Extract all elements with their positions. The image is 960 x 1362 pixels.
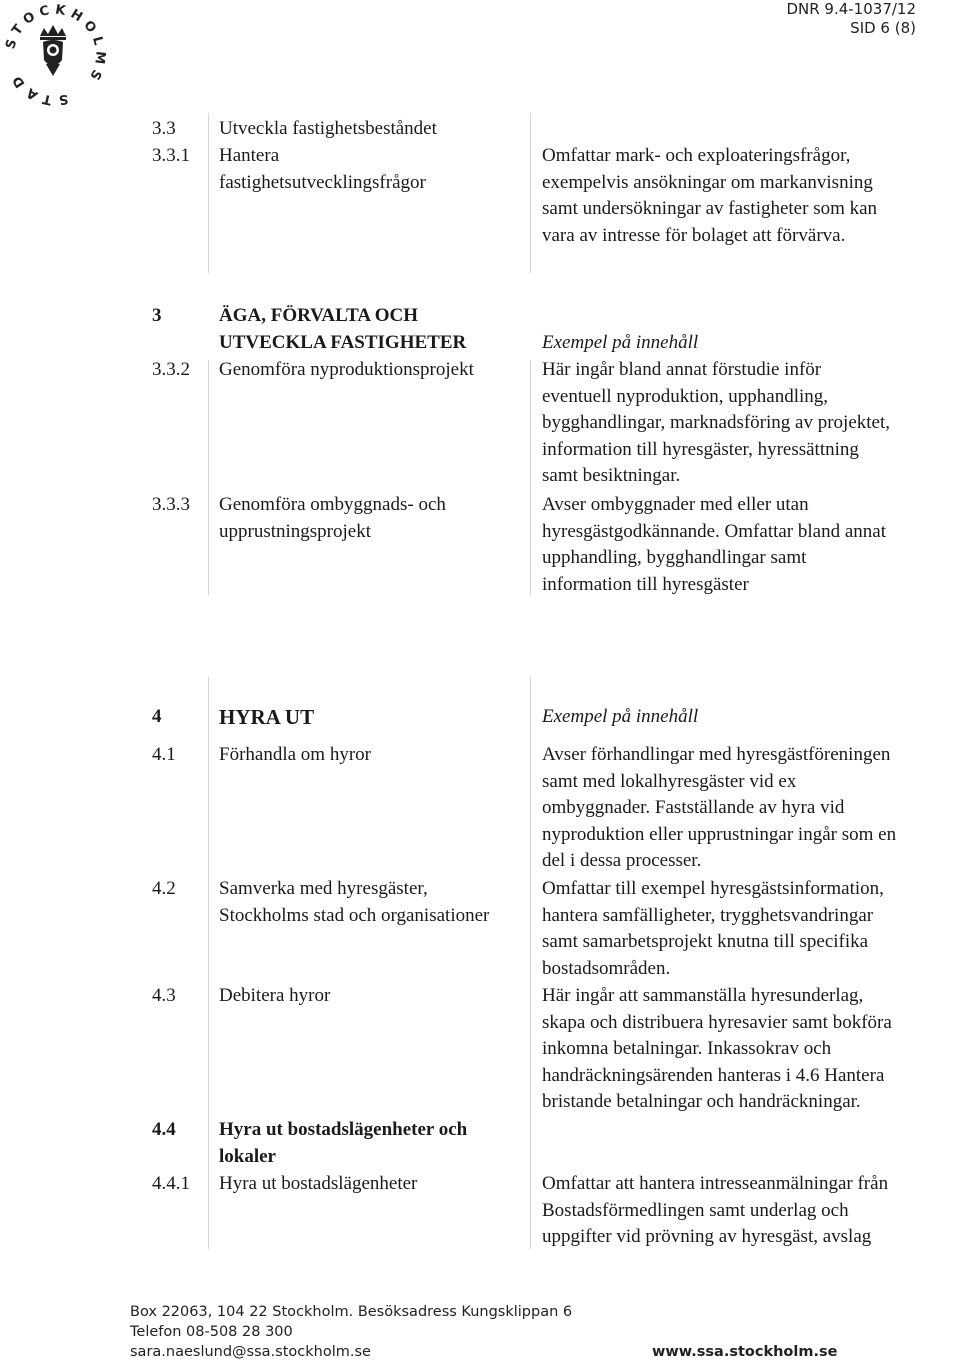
svg-text:STAD: STAD <box>6 68 70 108</box>
example-heading: Exempel på innehåll <box>542 706 699 727</box>
section-number: 4.3 <box>152 985 176 1006</box>
section-label: Genomföra ombyggnads- och upprustningsprojekt <box>219 494 446 542</box>
section-label: Förhandla om hyror <box>219 744 371 765</box>
section-description: Här ingår att sammanställa hyresunderlag, skapa och distribuera hyresavier samt bokföra inkomna betalningar. Inkassokrav och handräckningsärenden hanteras i 4.6 Hantera bristande betalningar och handräckningar. <box>542 985 892 1112</box>
section-number: 3.3.3 <box>152 494 190 515</box>
column-divider <box>530 677 531 1249</box>
column-divider <box>208 113 209 273</box>
section-title: Utveckla fastighetsbeståndet <box>219 118 437 139</box>
column-divider <box>530 360 531 595</box>
footer-website[interactable]: www.ssa.stockholm.se <box>652 1344 838 1360</box>
chapter-number: 4 <box>152 706 162 727</box>
section-number: 3.3.2 <box>152 359 190 380</box>
chapter-title: ÄGA, FÖRVALTA OCH UTVECKLA FASTIGHETER <box>219 305 467 353</box>
chapter-number: 3 <box>152 305 162 326</box>
footer-address: Box 22063, 104 22 Stockholm. Besöksadress Kungsklippan 6 <box>130 1304 573 1320</box>
section-description: Här ingår bland annat förstudie inför eventuell nyproduktion, upphandling, bygghandlingar, marknadsföring av projektet, information till hyresgäster, hyressättning samt besiktningar. <box>542 359 891 486</box>
section-label: Samverka med hyresgäster, Stockholms stad och organisationer <box>219 878 490 926</box>
section-number: 4.1 <box>152 744 176 765</box>
svg-text:STOCKHOLMS: STOCKHOLMS <box>3 2 108 87</box>
section-number: 4.4 <box>152 1119 176 1140</box>
footer-phone: Telefon 08-508 28 300 <box>130 1324 293 1340</box>
section-description: Avser ombyggnader med eller utan hyresgästgodkännande. Omfattar bland annat upphandling, bygghandlingar samt information till hyresgäster <box>542 494 886 595</box>
section-number: 4.2 <box>152 878 176 899</box>
example-heading: Exempel på innehåll <box>542 332 699 353</box>
column-divider <box>530 113 531 273</box>
section-label: Debitera hyror <box>219 985 331 1006</box>
column-divider <box>208 360 209 595</box>
section-number: 3.3 <box>152 118 176 139</box>
footer-email[interactable]: sara.naeslund@ssa.stockholm.se <box>130 1344 371 1360</box>
page-number: SID 6 (8) <box>850 19 916 37</box>
stockholms-stad-logo <box>0 0 110 110</box>
document-number: DNR 9.4-1037/12 <box>786 0 916 18</box>
document-header <box>786 0 916 38</box>
section-label: Genomföra nyproduktionsprojekt <box>219 359 474 380</box>
column-divider <box>208 677 209 1249</box>
section-title: Hyra ut bostadslägenheter och lokaler <box>219 1119 468 1167</box>
section-description: Omfattar mark- och exploateringsfrågor, exempelvis ansökningar om markanvisning samt undersökningar av fastigheter som kan vara av intresse för bolaget att förvärva. <box>542 145 878 246</box>
section-description: Avser förhandlingar med hyresgästföreningen samt med lokalhyresgäster vid ex ombyggnader. Fastställande av hyra vid nyproduktion eller upprustningar ingår som en del i dessa processer. <box>542 744 897 871</box>
section-label: Hyra ut bostadslägenheter <box>219 1173 418 1194</box>
section-label: Hantera fastighetsutvecklingsfrågor <box>219 145 426 193</box>
section-description: Omfattar till exempel hyresgästsinformation, hantera samfälligheter, trygghetsvandringar samt samarbetsprojekt knutna till specifika bostadsområden. <box>542 878 884 979</box>
section-description: Omfattar att hantera intresseanmälningar från Bostadsförmedlingen samt underlag och uppgifter vid prövning av hyresgäst, avslag <box>542 1173 889 1247</box>
section-number: 4.4.1 <box>152 1173 190 1194</box>
section-number: 3.3.1 <box>152 145 190 166</box>
chapter-title: HYRA UT <box>219 705 315 729</box>
